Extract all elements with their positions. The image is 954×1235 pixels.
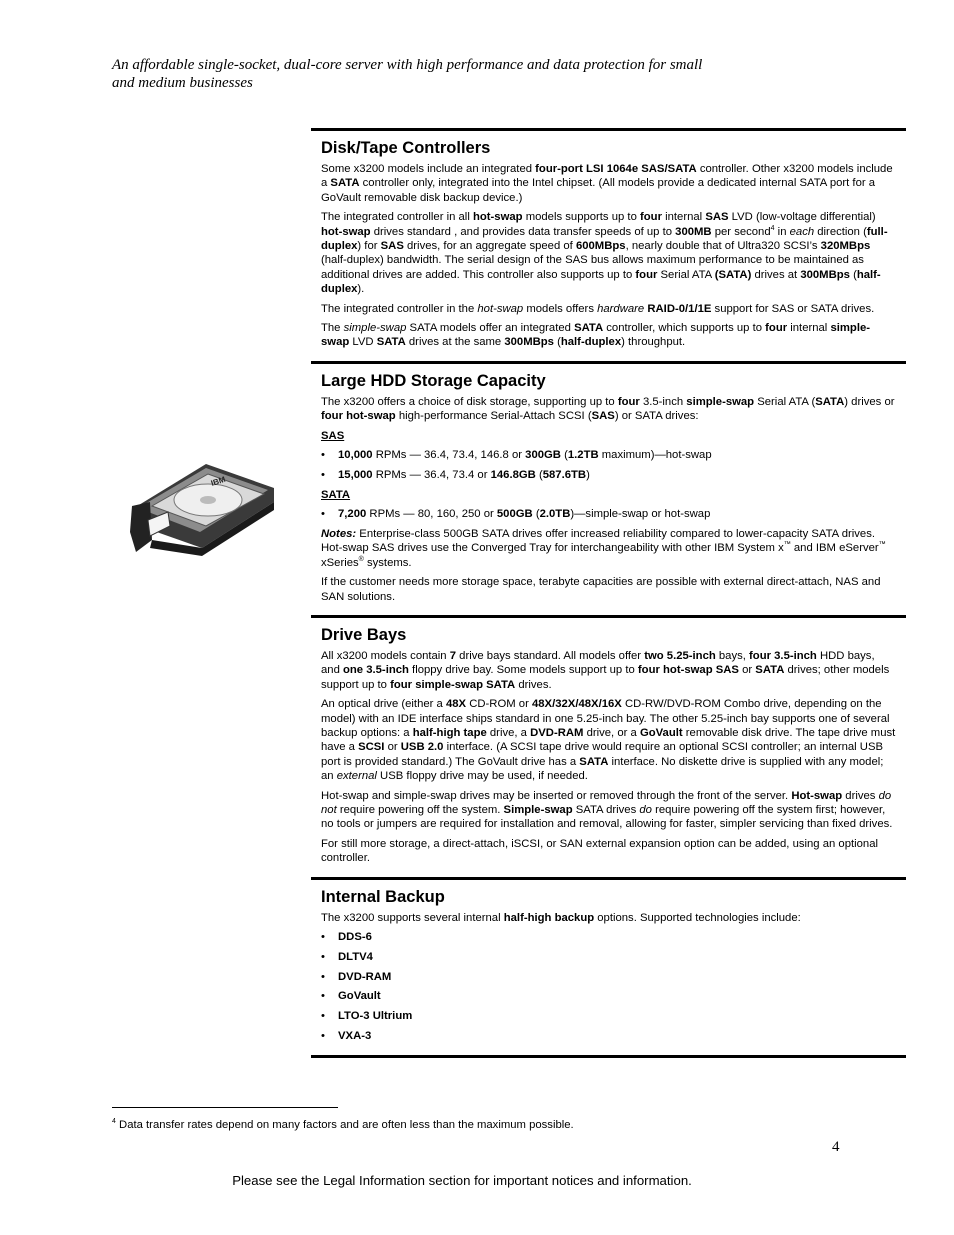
paragraph: The integrated controller in all hot-swap models supports up to four internal SAS LVD (low-voltage differential) hot-swap drives standard , and provides data transfer speeds of up to 300MB per second$^4$ in each direction (full-duplex) for SAS drives, for an aggregate speed of 600MBps, nearly double that of Ultra320 SCSI’s 320MBps (half-duplex) bandwidth. The serial design of the SAS bus allows maximum performance to be maintained as additional drives are added. This controller also supports up to four Serial ATA (SATA) drives at 300MBps (half-duplex). [321,211,888,296]
list-item: • DDS-6 [321,930,896,944]
paragraph: The x3200 offers a choice of disk storage, supporting up to four 3.5-inch simple-swap Serial ATA (SATA) drives or four hot-swap high-performance Serial-Attach SCSI (SAS) or SATA drives: [321,395,895,423]
section-large-hdd-storage [311,361,906,615]
section-drive-bays [311,615,906,877]
footnote: $^4$ Data transfer rates depend on many factors and are often less than the maximum possible. [112,1118,574,1131]
list-item: • 7,200 RPMs — 80, 160, 250 or 500GB (2.0TB)—simple-swap or hot-swap [321,507,896,521]
main-content [311,128,906,1058]
notes-paragraph: Notes: Enterprise-class 500GB SATA drives offer increased reliability compared to lower-capacity SATA drives. Hot-swap SAS drives use the Converged Tray for interchangeability with other IBM System x™ and IBM eServer™ xSeries® systems. [321,527,886,569]
paragraph: Some x3200 models include an integrated four-port LSI 1064e SAS/SATA controller. Other x3200 models include a SATA controller only, integrated into the Intel chipset. (All models provide a dedicated internal SATA port for a GoVault removable disk backup device.) [321,163,893,204]
footnote-ref: 4 [770,224,775,232]
footnote-marker: 4 [112,1118,116,1126]
hot-swap-hard-drive-icon [128,462,276,558]
section-title: Internal Backup [321,887,445,906]
list-item: • LTO-3 Ultrium [321,1009,896,1023]
paragraph: The integrated controller in the hot-swap models offers hardware RAID-0/1/1E support for SAS or SATA drives. [321,302,875,315]
paragraph: Hot-swap and simple-swap drives may be inserted or removed through the front of the server. Hot-swap drives do not require powering off the system. Simple-swap SATA drives do require powering off the system first; however, no tools or jumpers are required for installation and removal, allowing for faster, simpler servicing than fixed drives. [321,789,893,831]
list-item: • DVD-RAM [321,970,896,984]
sas-list [321,448,896,482]
list-item: • VXA-3 [321,1029,896,1043]
drive-label: IBM [209,474,227,488]
footnote-divider [112,1107,338,1108]
section-title: Large HDD Storage Capacity [321,371,546,390]
paragraph: If the customer needs more storage space, terabyte capacities are possible with external direct-attach, NAS and SAN solutions. [321,576,881,603]
section-title: Drive Bays [321,625,407,644]
section-disk-tape-controllers [311,128,906,361]
paragraph: All x3200 models contain 7 drive bays standard. All models offer two 5.25-inch bays, four 3.5-inch HDD bays, and one 3.5-inch floppy drive bay. Some models support up to four hot-swap SAS or SATA drives; other models support up to four simple-swap SATA drives. [321,649,890,691]
list-item: • GoVault [321,989,896,1003]
backup-list [321,930,896,1043]
list-item: • 15,000 RPMs — 36.4, 73.4 or 146.8GB (587.6TB) [321,468,896,482]
section-title: Disk/Tape Controllers [321,139,491,157]
running-header: An affordable single-socket, dual-core server with high performance and data protection for small and medium businesses [112,57,703,91]
sata-list [321,507,896,521]
list-item: • DLTV4 [321,950,896,964]
legal-notice: Please see the Legal Information section for important notices and information. [232,1173,692,1188]
paragraph: An optical drive (either a 48X CD-ROM or 48X/32X/48X/16X CD-RW/DVD-ROM Combo drive, depending on the model) with an IDE interface ships standard in one 5.25-inch bay. The other 5.25-inch bay supports one of several backup options: a half-high tape drive, a DVD-RAM drive, or a GoVault removable disk drive. The tape drive must have a SCSI or USB 2.0 interface. (A SCSI tape drive would require an optional SCSI controller; an internal USB port is provided standard.) The GoVault drive has a SATA interface. No diskette drive is supplied with any model; an external USB floppy drive may be used, if needed. [321,698,896,783]
section-internal-backup [311,877,906,1058]
sata-subheading: SATA [321,488,351,501]
paragraph: The x3200 supports several internal half-high backup options. Supported technologies include: [321,911,801,924]
page-number: 4 [832,1139,840,1155]
paragraph: The simple-swap SATA models offer an integrated SATA controller, which supports up to four internal simple-swap LVD SATA drives at the same 300MBps (half-duplex) throughput. [321,322,871,349]
paragraph: For still more storage, a direct-attach, iSCSI, or SAN external expansion option can be added, using an optional controller. [321,837,878,865]
list-item: • 10,000 RPMs — 36.4, 73.4, 146.8 or 300GB (1.2TB maximum)—hot-swap [321,448,896,462]
sas-subheading: SAS [321,429,345,442]
